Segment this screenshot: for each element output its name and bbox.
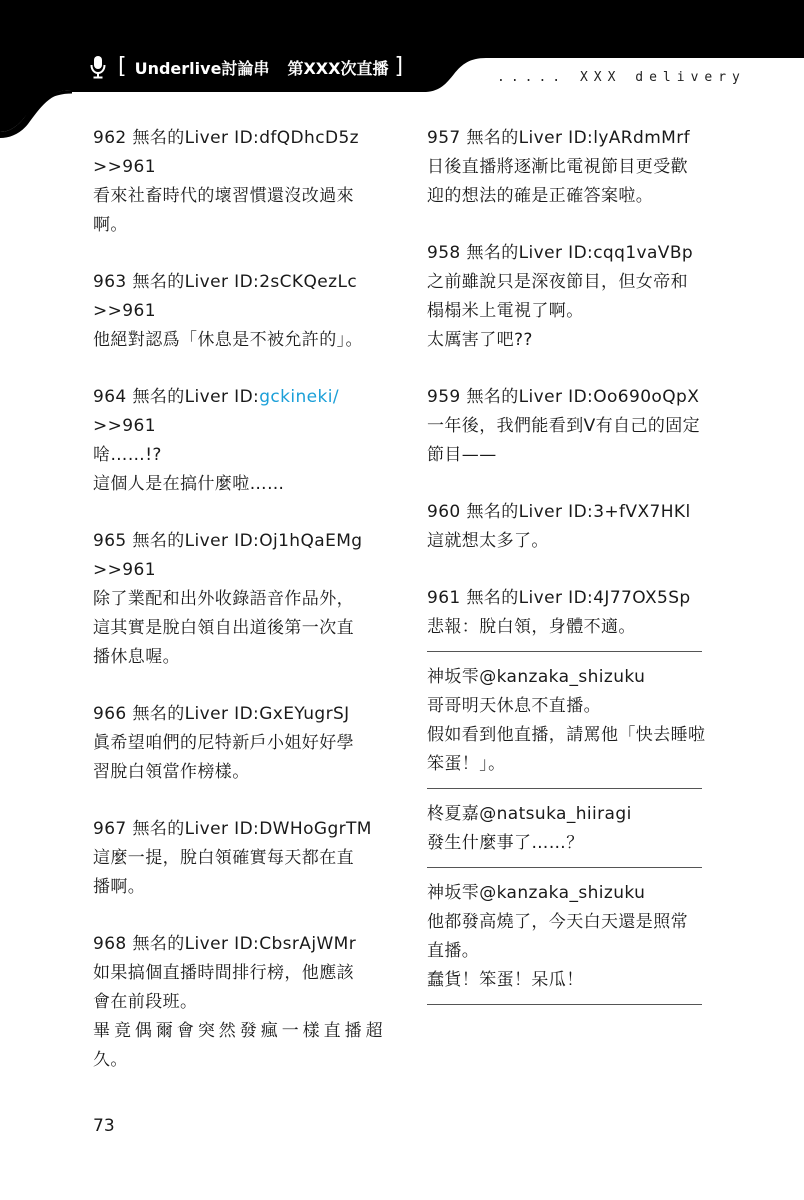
tweet-line: 直播。 [427,941,480,961]
microphone-icon [90,55,106,79]
post-line: 播啊。 [93,877,146,897]
post-958 [427,239,707,355]
post-line: 啥……!? [93,445,162,465]
tweet-line: 蠢貨！笨蛋！呆瓜！ [427,970,584,990]
post-header: 965 無名的Liver ID:Oj1hQaEMg [93,531,363,551]
post-line: 太厲害了吧?? [427,330,533,350]
post-line: 啊。 [93,215,128,235]
header-subtitle: ..... XXX delivery [497,70,746,85]
divider [427,651,702,652]
post-header: 963 無名的Liver ID:2sCKQezLc [93,272,358,292]
tweet-author: 柊夏嘉@natsuka_hiiragi [427,804,632,824]
post-963 [93,268,383,355]
title-bracket-open: [ [118,54,127,79]
post-header: 962 無名的Liver ID:dfQDhcD5z [93,128,359,148]
tweet [427,800,707,858]
post-957 [427,124,707,211]
post-line: 眞希望咱們的尼特新戶小姐好好學 [93,733,354,753]
post-line: 這就想太多了。 [427,531,549,551]
divider [427,788,702,789]
tweet-line: 他都發高燒了，今天白天還是照常 [427,912,688,932]
post-id-link[interactable]: gckineki/ [259,387,340,407]
post-header: 957 無名的Liver ID:lyARdmMrf [427,128,691,148]
post-line: 這個人是在搞什麼啦…… [93,474,285,494]
page-number: 73 [93,1116,115,1136]
header-title [90,52,409,82]
divider [427,1004,702,1005]
post-header: 961 無名的Liver ID:4J77OX5Sp [427,588,691,608]
episode-title: 第XXX次直播 [287,58,389,78]
tweet [427,663,707,779]
right-column [427,124,707,1016]
tweet-line: 發生什麼事了……？ [427,833,584,853]
post-959 [427,383,707,470]
post-965 [93,527,383,672]
post-header-prefix: 964 無名的Liver ID: [93,387,260,407]
post-line: 播休息喔。 [93,647,180,667]
post-964 [93,383,383,499]
post-header: 960 無名的Liver ID:3+fVX7HKl [427,502,691,522]
left-column [93,124,383,1103]
post-header: 968 無名的Liver ID:CbsrAjWMr [93,934,357,954]
tweet [427,879,707,995]
post-header: 959 無名的Liver ID:Oo690oQpX [427,387,700,407]
post-line: 畢竟偶爾會突然發瘋一樣直播超 [93,1021,383,1041]
post-line: 這麼一提，脫白領確實每天都在直 [93,848,354,868]
post-line: 榻榻米上電視了啊。 [427,301,584,321]
tweet-author: 神坂雫@kanzaka_shizuku [427,883,646,903]
post-line: 看來社畜時代的壞習慣還沒改過來 [93,186,354,206]
post-line: 迎的想法的確是正確答案啦。 [427,186,654,206]
tweet-line: 假如看到他直播，請罵他「快去睡啦 [427,725,706,745]
post-header [93,383,383,412]
post-962 [93,124,383,240]
post-line: >>961 [93,301,156,321]
post-line: 如果搞個直播時間排行榜，他應該 [93,963,354,983]
post-line: >>961 [93,416,156,436]
series-title: Underlive討論串 [134,58,270,78]
post-header: 967 無名的Liver ID:DWHoGgrTM [93,819,372,839]
divider [427,867,702,868]
post-line: 節目—— [427,445,497,465]
post-line: 悲報：脫白領，身體不適。 [427,617,636,637]
tweet-line: 哥哥明天休息不直播。 [427,696,601,716]
post-header: 958 無名的Liver ID:cqq1vaVBp [427,243,694,263]
post-header: 966 無名的Liver ID:GxEYugrSJ [93,704,350,724]
post-967 [93,815,383,902]
post-line: 日後直播將逐漸比電視節目更受歡 [427,157,688,177]
post-line: 他絕對認爲「休息是不被允許的」。 [93,330,363,350]
post-line: >>961 [93,157,156,177]
post-line: 一年後，我們能看到V有自己的固定 [427,416,701,436]
post-line: >>961 [93,560,156,580]
post-line: 這其實是脫白領自出道後第一次直 [93,618,354,638]
post-line: 除了業配和出外收錄語音作品外， [93,589,354,609]
post-968 [93,930,383,1075]
post-line: 之前雖說只是深夜節目，但女帝和 [427,272,688,292]
post-line: 久。 [93,1050,128,1070]
post-966 [93,700,383,787]
tweet-author: 神坂雫@kanzaka_shizuku [427,667,646,687]
post-961 [427,584,707,642]
tweet-line: 笨蛋！」。 [427,754,506,774]
post-line: 會在前段班。 [93,992,198,1012]
post-line: 習脫白領當作榜樣。 [93,762,250,782]
title-bracket-close: ] [394,54,404,79]
post-960 [427,498,707,556]
